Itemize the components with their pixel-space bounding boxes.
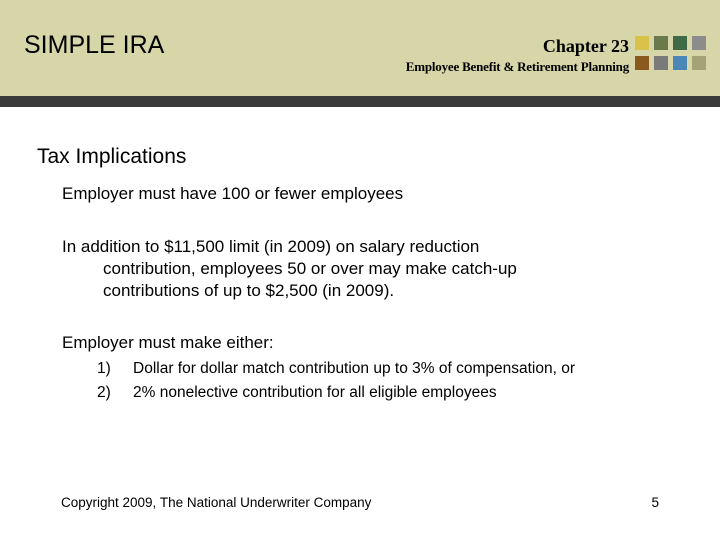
bullet-contribution-limits [62,236,622,302]
decor-square [692,36,706,50]
decor-square [654,36,668,50]
bullet-line: In addition to $11,500 limit (in 2009) on salary reduction [62,237,480,256]
requirement-list [97,357,575,405]
decor-square [635,36,649,50]
list-number: 1) [97,360,111,377]
bullet-line: contribution, employees 50 or over may make catch-up [103,259,517,278]
decor-square [673,56,687,70]
list-text: 2% nonelective contribution for all eligible employees [133,384,497,401]
list-number: 2) [97,384,111,401]
decorative-squares [635,36,715,72]
bullet-employee-limit: Employer must have 100 or fewer employees [62,184,404,203]
slide-title: SIMPLE IRA [24,31,165,59]
list-item [97,357,575,381]
header-divider-bar [0,96,720,107]
copyright-footer: Copyright 2009, The National Underwriter Company [61,495,372,510]
bullet-employer-requirement: Employer must make either: [62,333,274,352]
decor-square [654,56,668,70]
list-text: Dollar for dollar match contribution up to 3% of compensation, or [133,360,575,377]
section-heading: Tax Implications [37,145,187,168]
list-item [97,381,575,405]
decor-square [692,56,706,70]
bullet-line: contributions of up to $2,500 (in 2009). [103,281,395,300]
page-number: 5 [651,495,659,510]
book-subtitle: Employee Benefit & Retirement Planning [405,59,629,74]
decor-square [673,36,687,50]
chapter-label: Chapter 23 [542,36,629,56]
decor-square [635,56,649,70]
